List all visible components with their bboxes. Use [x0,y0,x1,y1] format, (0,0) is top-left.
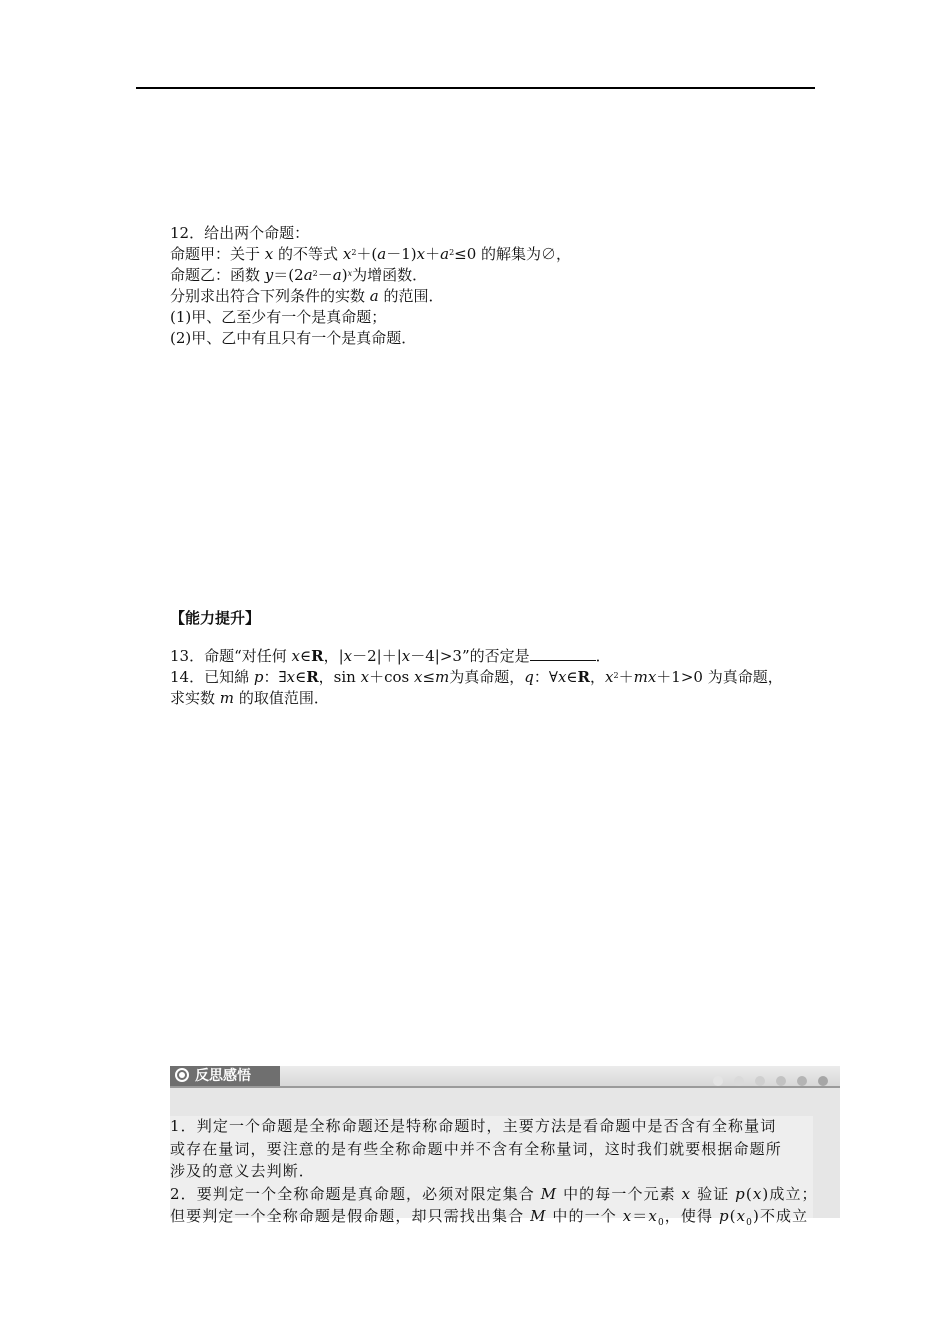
reflection-tag [170,1066,280,1086]
circle-bullet-icon [175,1068,189,1082]
reflection-point-2-line-1: 2．要判定一个全称命题是真命题，必须对限定集合 M 中的每一个元素 x 验证 p(x)成立； [170,1184,818,1203]
reflection-header [170,1066,840,1088]
dot-icon [713,1076,723,1086]
dot-icon [818,1076,828,1086]
reflection-point-2-line-2: 但要判定一个全称命题是假命题，却只需找出集合 M 中的一个 $x=x_0$，使得 $p(x_0)$不成立 [170,1207,809,1228]
dot-icon [776,1076,786,1086]
reflection-point-1-line-2: 或存在量词，要注意的是有些全称命题中并不含有全称量词，这时我们就要根据命题所 [170,1139,782,1158]
dot-icon [755,1076,765,1086]
reflection-point-1-line-1: 1．判定一个命题是全称命题还是特称命题时，主要方法是看命题中是否含有全称量词 [170,1117,777,1135]
q14-line-1: 14．已知綿 p：∃x∈R，sin x＋cos x≤m为真命题，q：∀x∈R，$x^2+mx+1>0$ 为真命题， [170,668,783,686]
q12-part-2: (2)甲、乙中有且只有一个是真命题． [170,329,417,347]
reflection-text [170,1115,816,1235]
question-13-14 [170,646,783,709]
q12-part-1: (1)甲、乙至少有一个是真命题； [170,308,387,326]
reflection-point-1-line-3: 涉及的意义去判断． [170,1162,315,1180]
reflection-title: 反思感悟 [195,1068,251,1084]
section-heading: 【能力提升】 [170,609,261,627]
question-12 [170,223,571,349]
q12-title: 12．给出两个命题： [170,224,310,242]
dot-icon [797,1076,807,1086]
q12-proposition-yi: 命题乙：函数 $y=(2a^2-a)^x$为增函数． [170,266,428,284]
top-rule [136,87,815,89]
q12-instruction: 分别求出符合下列条件的实数 a 的范围． [170,287,444,305]
answer-blank [530,646,596,661]
dot-icon [734,1076,744,1086]
q14-line-2: 求实数 m 的取值范围． [170,689,329,707]
q12-proposition-jia: 命题甲：关于 x 的不等式 $x^2+(a-1)x+a^2\le 0$ 的解集为∅， [170,245,572,263]
q13: 13．命题“对任何 x∈R，|x－2|＋|x－4|>3”的否定是 ． [170,647,611,665]
